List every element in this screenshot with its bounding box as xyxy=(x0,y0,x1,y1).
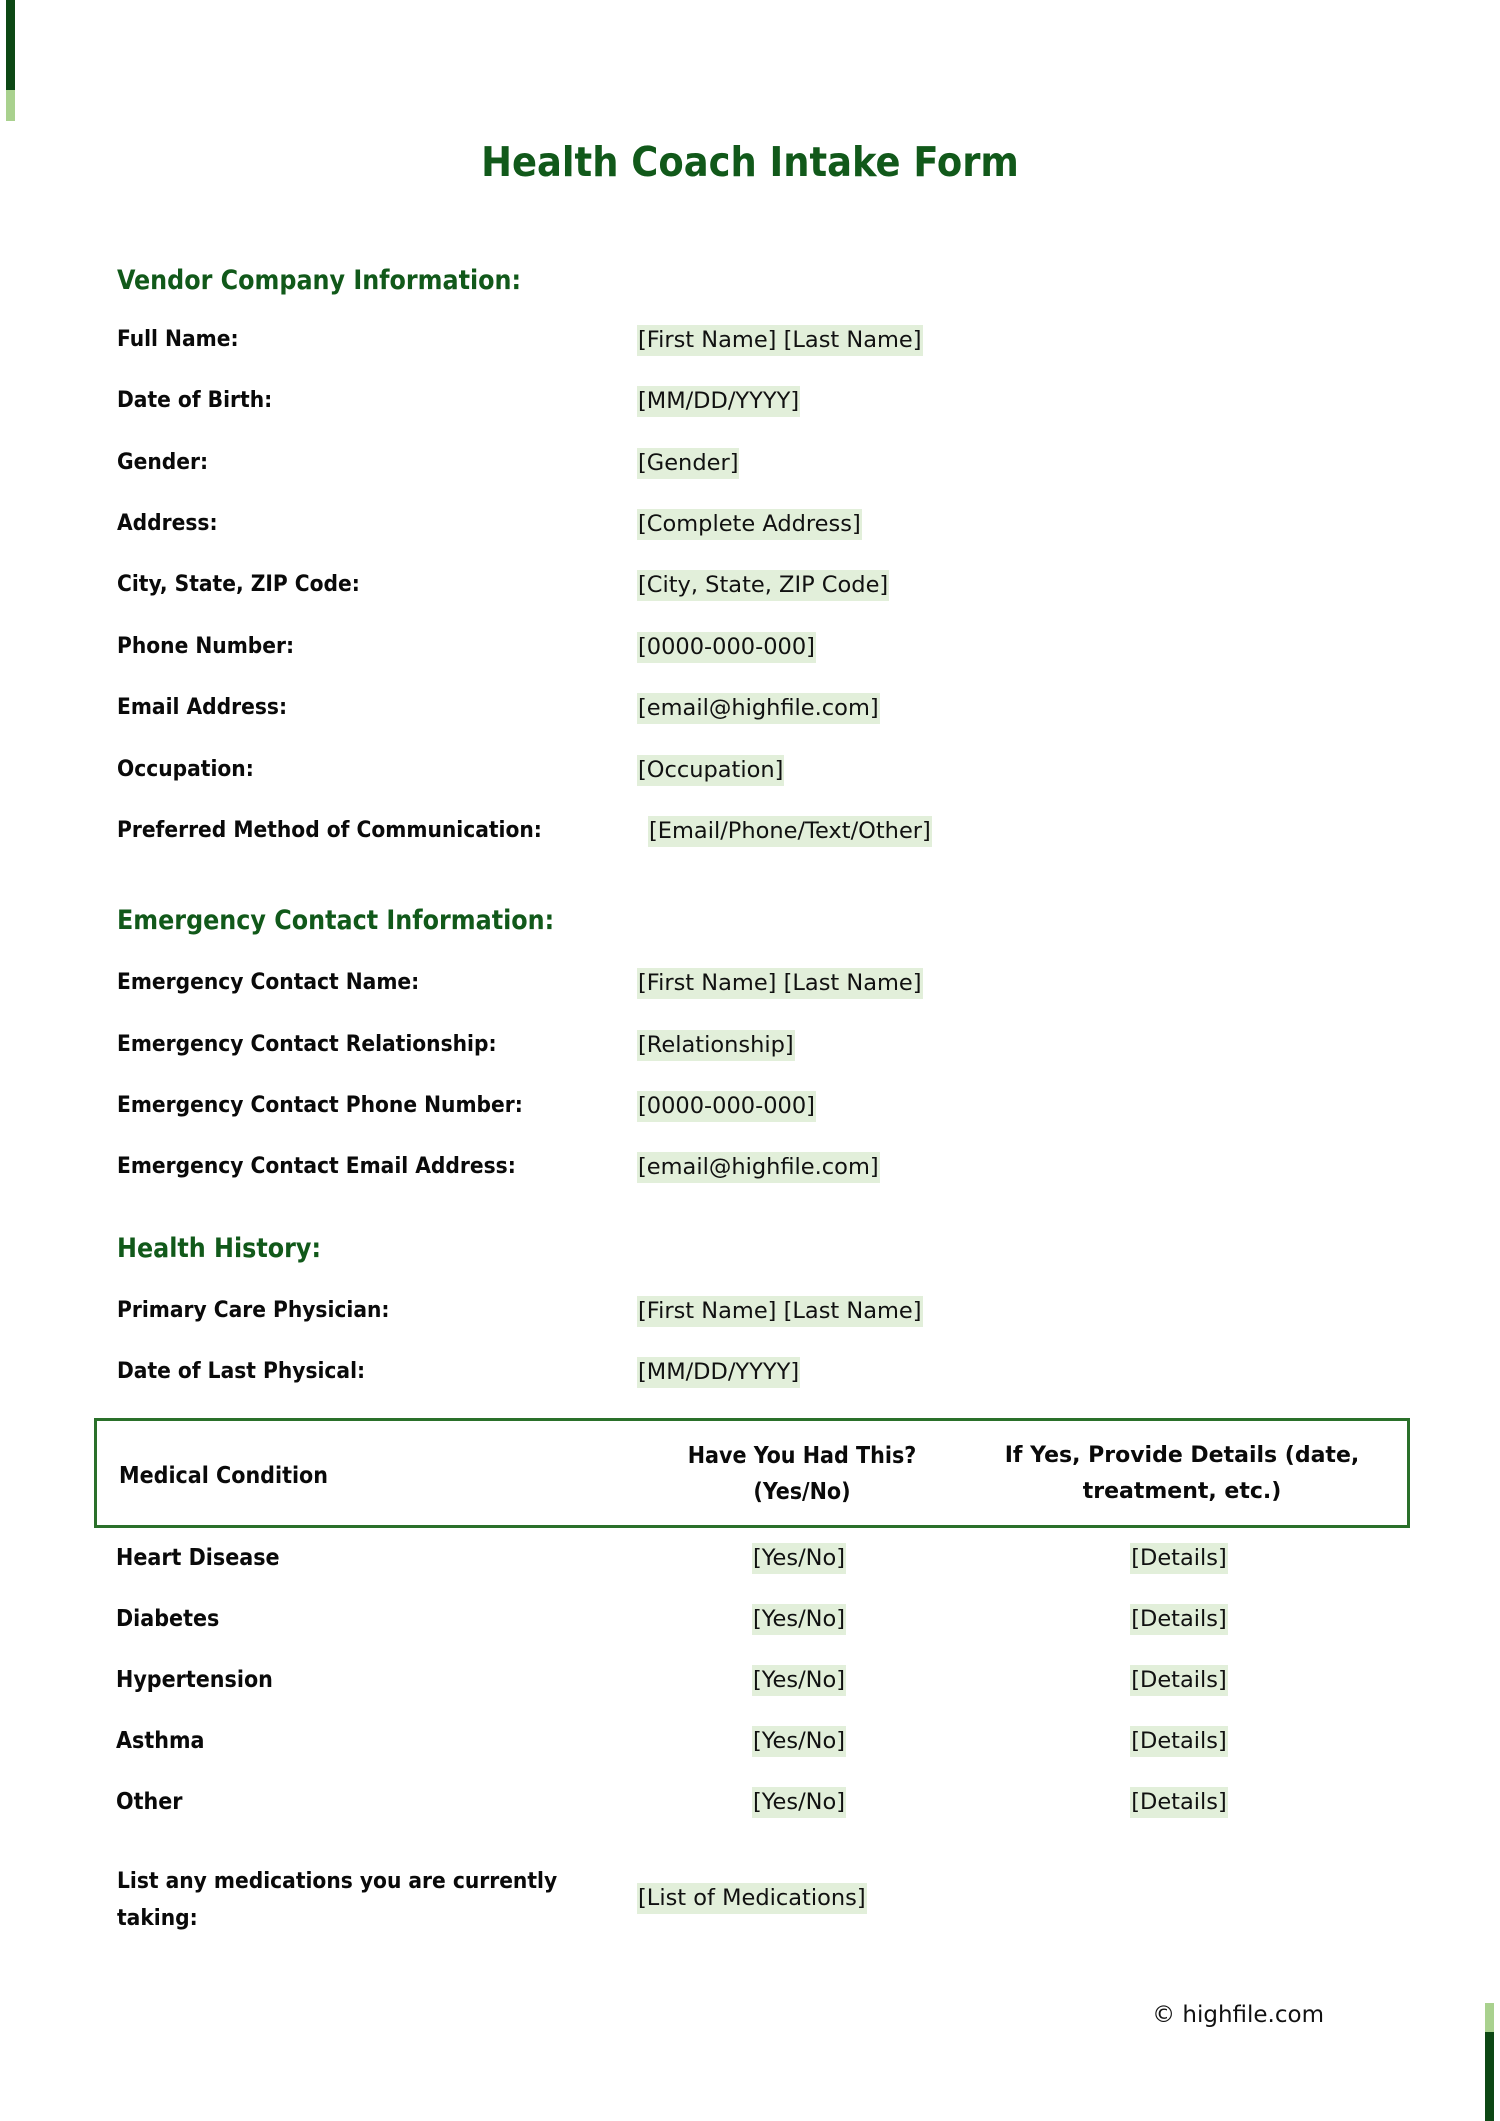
table-row xyxy=(94,1592,1410,1654)
column-header-have-you-had-this xyxy=(657,1438,947,1510)
field-row-emergency-contact-name xyxy=(117,969,1417,999)
cell-details-text: [Details] xyxy=(1130,1787,1228,1818)
cell-details[interactable] xyxy=(974,1606,1384,1632)
label-emergency-contact-email-address: Emergency Contact Email Address: xyxy=(117,1153,516,1179)
cell-details-text: [Details] xyxy=(1130,1726,1228,1757)
cell-had-this-text: [Yes/No] xyxy=(752,1726,846,1757)
cell-condition: Heart Disease xyxy=(116,1545,280,1571)
label-preferred-method-of-communication: Preferred Method of Communication: xyxy=(117,817,542,843)
cell-had-this-text: [Yes/No] xyxy=(752,1665,846,1696)
value-primary-care-physician-text: [First Name] [Last Name] xyxy=(637,1296,923,1327)
value-emergency-contact-email-address-text: [email@highfile.com] xyxy=(637,1152,880,1183)
medical-conditions-table-header xyxy=(94,1418,1410,1528)
cell-details-text: [Details] xyxy=(1130,1543,1228,1574)
value-occupation[interactable] xyxy=(637,757,784,783)
value-preferred-method-of-communication[interactable] xyxy=(648,818,932,844)
cell-details[interactable] xyxy=(974,1789,1384,1815)
value-emergency-contact-phone-number-text: [0000-000-000] xyxy=(637,1091,816,1122)
label-full-name: Full Name: xyxy=(117,326,239,352)
table-row xyxy=(94,1714,1410,1776)
label-current-medications: List any medications you are currently taking: xyxy=(117,1868,558,1931)
value-emergency-contact-relationship[interactable] xyxy=(637,1032,795,1058)
column-header-have-you-had-this-line2: (Yes/No) xyxy=(753,1479,851,1505)
value-gender-text: [Gender] xyxy=(637,448,739,479)
value-address[interactable] xyxy=(637,511,862,537)
field-row-email-address xyxy=(117,694,1417,724)
cell-details[interactable] xyxy=(974,1728,1384,1754)
field-row-emergency-contact-relationship xyxy=(117,1031,1417,1061)
table-row xyxy=(94,1653,1410,1715)
field-row-phone-number xyxy=(117,633,1417,663)
column-header-if-yes-provide-details-line1: If Yes, Provide Details (date, xyxy=(1004,1443,1360,1468)
cell-had-this[interactable] xyxy=(654,1667,944,1693)
cell-had-this-text: [Yes/No] xyxy=(752,1604,846,1635)
value-date-of-birth[interactable] xyxy=(637,388,800,414)
value-full-name[interactable] xyxy=(637,327,923,353)
table-row xyxy=(94,1531,1410,1593)
field-row-preferred-method-of-communication xyxy=(117,817,1417,847)
value-email-address-text: [email@highfile.com] xyxy=(637,693,880,724)
value-preferred-method-of-communication-text: [Email/Phone/Text/Other] xyxy=(648,816,932,847)
cell-details-text: [Details] xyxy=(1130,1604,1228,1635)
column-header-have-you-had-this-line1: Have You Had This? xyxy=(687,1443,917,1469)
value-city-state-zip-text: [City, State, ZIP Code] xyxy=(637,570,889,601)
column-header-medical-condition: Medical Condition xyxy=(119,1463,329,1489)
label-emergency-contact-name: Emergency Contact Name: xyxy=(117,969,420,995)
field-row-occupation xyxy=(117,756,1417,786)
value-full-name-text: [First Name] [Last Name] xyxy=(637,325,923,356)
page-title: Health Coach Intake Form xyxy=(481,138,1019,186)
value-address-text: [Complete Address] xyxy=(637,509,862,540)
label-primary-care-physician: Primary Care Physician: xyxy=(117,1297,390,1323)
field-row-address xyxy=(117,510,1417,540)
cell-had-this-text: [Yes/No] xyxy=(752,1543,846,1574)
label-address: Address: xyxy=(117,510,218,536)
cell-had-this[interactable] xyxy=(654,1545,944,1571)
value-emergency-contact-email-address[interactable] xyxy=(637,1154,880,1180)
section-heading-health-history: Health History: xyxy=(117,1233,321,1264)
label-emergency-contact-phone-number: Emergency Contact Phone Number: xyxy=(117,1092,523,1118)
value-date-of-last-physical[interactable] xyxy=(637,1359,800,1385)
field-row-date-of-birth xyxy=(117,387,1417,417)
cell-had-this[interactable] xyxy=(654,1789,944,1815)
value-occupation-text: [Occupation] xyxy=(637,755,784,786)
value-current-medications-text: [List of Medications] xyxy=(637,1883,867,1914)
label-gender: Gender: xyxy=(117,449,209,475)
table-row xyxy=(94,1775,1410,1837)
column-header-if-yes-provide-details-line2: treatment, etc.) xyxy=(1082,1479,1282,1504)
cell-condition: Hypertension xyxy=(116,1667,273,1693)
value-phone-number-text: [0000-000-000] xyxy=(637,632,816,663)
value-date-of-last-physical-text: [MM/DD/YYYY] xyxy=(637,1357,800,1388)
value-emergency-contact-phone-number[interactable] xyxy=(637,1093,816,1119)
cell-had-this[interactable] xyxy=(654,1728,944,1754)
field-row-full-name xyxy=(117,326,1417,356)
value-gender[interactable] xyxy=(637,450,739,476)
label-date-of-last-physical: Date of Last Physical: xyxy=(117,1358,366,1384)
cell-condition: Diabetes xyxy=(116,1606,220,1632)
value-emergency-contact-name[interactable] xyxy=(637,970,923,996)
value-phone-number[interactable] xyxy=(637,634,816,660)
section-heading-emergency-contact-information: Emergency Contact Information: xyxy=(117,905,555,936)
label-phone-number: Phone Number: xyxy=(117,633,295,659)
label-email-address: Email Address: xyxy=(117,694,288,720)
field-row-gender xyxy=(117,449,1417,479)
cell-had-this-text: [Yes/No] xyxy=(752,1787,846,1818)
value-city-state-zip[interactable] xyxy=(637,572,889,598)
cell-details[interactable] xyxy=(974,1545,1384,1571)
label-date-of-birth: Date of Birth: xyxy=(117,387,273,413)
field-row-emergency-contact-email-address xyxy=(117,1153,1417,1183)
label-occupation: Occupation: xyxy=(117,756,254,782)
cell-details[interactable] xyxy=(974,1667,1384,1693)
field-row-primary-care-physician xyxy=(117,1297,1417,1327)
value-date-of-birth-text: [MM/DD/YYYY] xyxy=(637,386,800,417)
label-emergency-contact-relationship: Emergency Contact Relationship: xyxy=(117,1031,497,1057)
cell-details-text: [Details] xyxy=(1130,1665,1228,1696)
value-email-address[interactable] xyxy=(637,695,880,721)
footer-copyright: © highfile.com xyxy=(1152,2002,1324,2028)
value-emergency-contact-name-text: [First Name] [Last Name] xyxy=(637,968,923,999)
field-row-emergency-contact-phone-number xyxy=(117,1092,1417,1122)
value-emergency-contact-relationship-text: [Relationship] xyxy=(637,1030,795,1061)
field-row-date-of-last-physical xyxy=(117,1358,1417,1388)
label-city-state-zip: City, State, ZIP Code: xyxy=(117,571,360,597)
cell-condition: Other xyxy=(116,1789,183,1815)
value-primary-care-physician[interactable] xyxy=(637,1298,923,1324)
section-heading-vendor-company-information: Vendor Company Information: xyxy=(117,265,522,296)
field-row-city-state-zip xyxy=(117,571,1417,601)
cell-had-this[interactable] xyxy=(654,1606,944,1632)
cell-condition: Asthma xyxy=(116,1728,205,1754)
value-current-medications[interactable] xyxy=(637,1885,867,1911)
column-header-if-yes-provide-details xyxy=(977,1438,1387,1510)
